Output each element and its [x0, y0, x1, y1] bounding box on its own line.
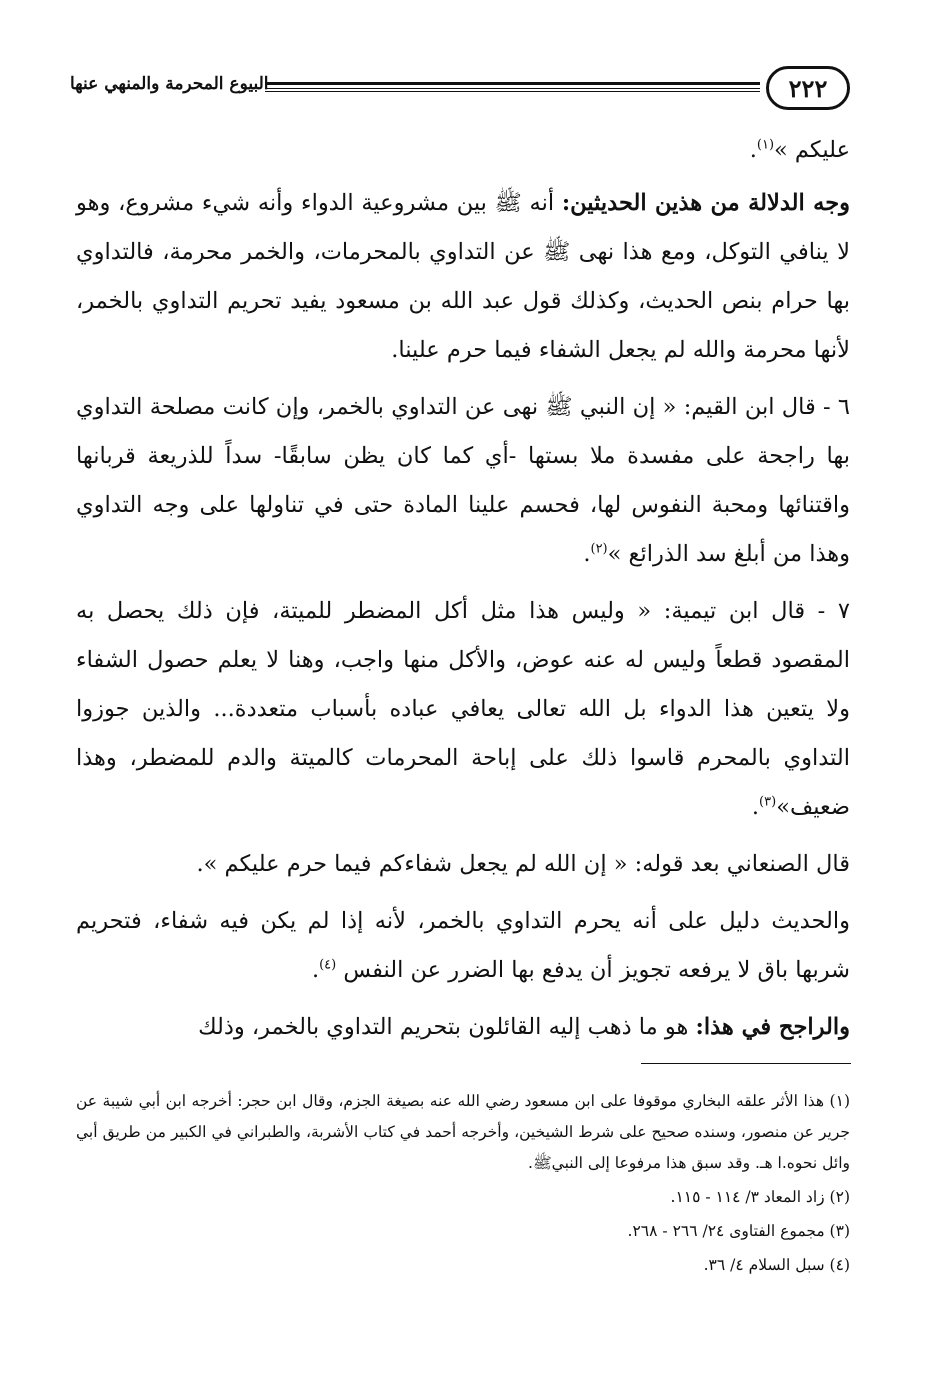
paragraph-hadith-evidence: والحديث دليل على أنه يحرم التداوي بالخمر، لأنه إذا لم يكن فيه شفاء، فتحريم شربها باق لا يرفعه تجويز أن يدفع بها الضرر عن النفس $^{(٤)}$.: [76, 908, 850, 983]
page-header: [70, 66, 850, 114]
paragraph-text: ٦ - قال ابن القيم: « إن النبي ﷺ نهى عن التداوي بالخمر، وإن كانت مصلحة التداوي بها راجحة على مفسدة ملا بستها -أي كما كان يظن سابقًا- سداً للذريعة قربانها واقتنائها ومحبة النفوس لها، فحسم علينا المادة حتى في تناولها على وجه التداوي وهذا من أبلغ سد الذرائع »: [76, 394, 850, 567]
paragraph-text: والحديث دليل على أنه يحرم التداوي بالخمر، لأنه إذا لم يكن فيه شفاء، فتحريم شربها باق لا يرفعه تجويز أن يدفع بها الضرر عن النفس: [76, 908, 850, 983]
footnote-ref: (٣): [759, 794, 777, 810]
footnote-3: (٣) مجموع الفتاوى ٢٤/ ٢٦٦ - ٢٦٨.: [627, 1222, 850, 1240]
paragraph-text: عليكم »: [774, 137, 850, 163]
footnote-ref: (٢): [590, 541, 608, 557]
footnote-ref: (١): [756, 137, 775, 153]
paragraph-heading: وجه الدلالة من هذين الحديثين:: [561, 190, 850, 216]
paragraph-text: هو ما ذهب إليه القائلون بتحريم التداوي بالخمر، وذلك: [198, 1014, 696, 1040]
page-number: ٢٢٢: [766, 66, 850, 110]
paragraph-evidence: [76, 179, 850, 375]
paragraph-text: قال الصنعاني بعد قوله: « إن الله لم يجعل شفاءكم فيما حرم عليكم ».: [196, 851, 850, 877]
footnote-1: (١) هذا الأثر علقه البخاري موقوفا على ابن مسعود رضي الله عنه بصيغة الجزم، وقال ابن حجر: أخرجه ابن أبي شيبة عن جرير عن منصور، وسنده صحيح على شرط الشيخين، وأخرجه أحمد في كتاب الأشربة، والطبراني في الكبير من طريق أبي وائل نحوه.ا هـ. وقد سبق هذا مرفوعا إلى النبيﷺ.: [76, 1092, 850, 1172]
footnote-ref: (٤): [319, 957, 337, 973]
footnote-4: (٤) سبل السلام ٤/ ٣٦.: [703, 1256, 850, 1274]
footnotes: [76, 1086, 850, 1284]
paragraph-heading: والراجح في هذا:: [695, 1014, 850, 1040]
paragraph-ibn-qayyim: ٦ - قال ابن القيم: « إن النبي ﷺ نهى عن التداوي بالخمر، وإن كانت مصلحة التداوي بها راجحة على مفسدة ملا بستها -أي كما كان يظن سابقًا- سداً للذريعة قربانها واقتنائها ومحبة النفوس لها، فحسم علينا المادة حتى في تناولها على وجه التداوي وهذا من أبلغ سد الذرائع »$^{(٢)}$.: [76, 394, 850, 567]
paragraph-sanani: [76, 840, 850, 889]
main-text: [76, 126, 850, 1056]
header-rule: [265, 82, 760, 89]
paragraph-ibn-taymiyya: ٧ - قال ابن تيمية: « وليس هذا مثل أكل المضطر للميتة، فإن ذلك يحصل به المقصود قطعاً وليس له عنه عوض، والأكل منها واجب، وهنا لا يعلم حصول الشفاء ولا يتعين هذا الدواء بل الله تعالى يعافي عباده بأسباب متعددة... والذين جوزوا التداوي بالمحرم قاسوا ذلك على إباحة المحرمات كالميتة والدم للمضطر، وهذا ضعيف»$^{(٣)}$.: [76, 598, 850, 820]
header-rule-thin: [265, 91, 760, 92]
paragraph-preferred-view: [76, 1003, 850, 1052]
paragraph-text: ٧ - قال ابن تيمية: « وليس هذا مثل أكل المضطر للميتة، فإن ذلك يحصل به المقصود قطعاً وليس له عنه عوض، والأكل منها واجب، وهنا لا يعلم حصول الشفاء ولا يتعين هذا الدواء بل الله تعالى يعافي عباده بأسباب متعددة... والذين جوزوا التداوي بالمحرم قاسوا ذلك على إباحة المحرمات كالميتة والدم للمضطر، وهذا ضعيف»: [76, 598, 850, 820]
footnote-separator: [641, 1063, 851, 1064]
paragraph-continuation: عليكم »$^{(١)}$.: [749, 137, 850, 163]
footnote-2: (٢) زاد المعاد ٣/ ١١٤ - ١١٥.: [670, 1188, 850, 1206]
paragraph-text: أنه ﷺ بين مشروعية الدواء وأنه شيء مشروع، وهو لا ينافي التوكل، ومع هذا نهى ﷺ عن التداوي بالمحرمات، والخمر محرمة، فالتداوي بها حرام بنص الحديث، وكذلك قول عبد الله بن مسعود يفيد تحريم التداوي بالخمر، لأنها محرمة والله لم يجعل الشفاء فيما حرم علينا.: [76, 190, 850, 363]
running-title: البيوع المحرمة والمنهي عنها: [70, 74, 269, 94]
